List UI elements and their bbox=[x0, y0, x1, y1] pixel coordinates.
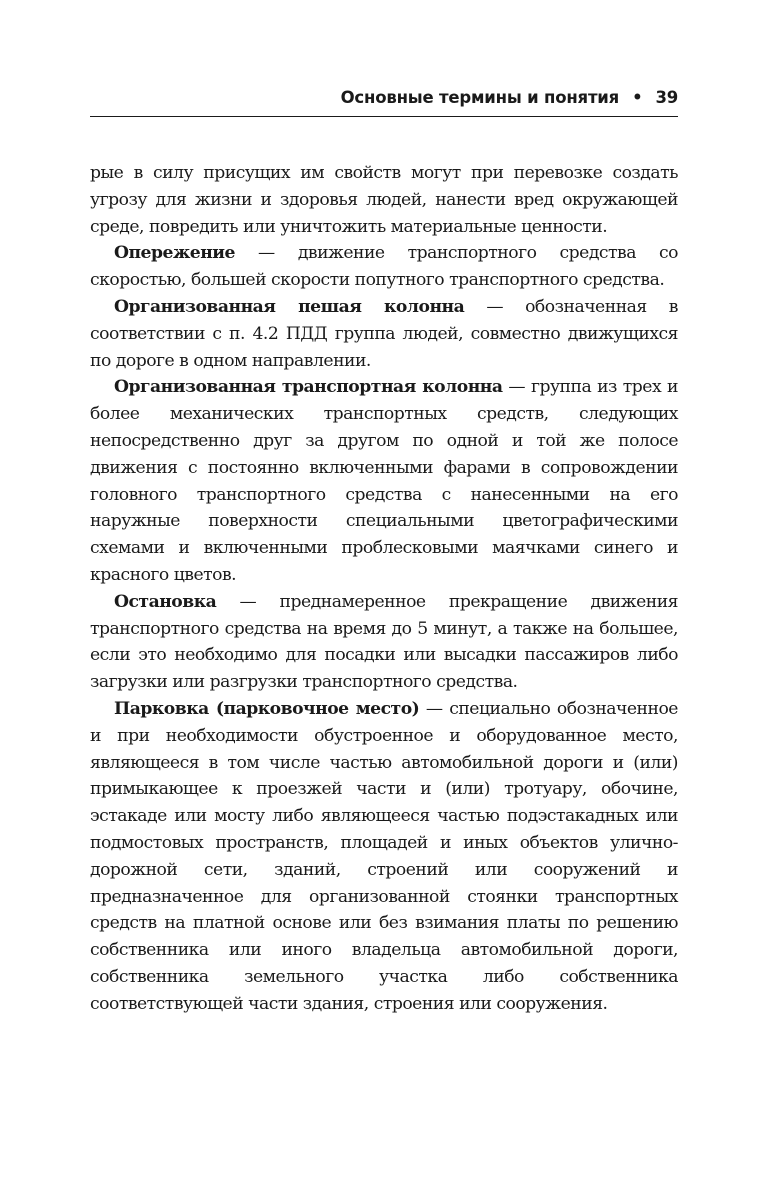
definition-text: движение транспортного средства со скоростью, большей скорости попутного транспортного средства. bbox=[90, 243, 678, 291]
definition-text: группа из трех и более механических транспортных средств, следующих непосредственно друг за другом по одной и той же полосе движения с постоянно включенными фарами в сопровождении головного транспортного средства с нанесенными на его наружные поверхности специальными цветографическими схемами и включенными проблесковыми маячками синего и красного цветов. bbox=[90, 377, 678, 585]
body-text bbox=[90, 160, 678, 1018]
em-dash: — bbox=[216, 591, 280, 612]
paragraph-continuation bbox=[90, 160, 678, 240]
term: Организованная пешая колонна bbox=[114, 296, 465, 317]
definition-paragraph bbox=[90, 589, 678, 696]
definition-paragraph bbox=[90, 294, 678, 374]
em-dash: — bbox=[464, 296, 526, 317]
section-title: Основные термины и понятия bbox=[340, 88, 620, 107]
definition-text: обозначенная в соответствии с п. 4.2 ПДД группа людей, совместно движущихся по дороге в одном направлении. bbox=[90, 296, 678, 371]
definition-text: специально обозначенное и при необходимости обустроенное и оборудованное место, являющееся в том числе частью автомобильной дороги и (или) примыкающее к проезжей части и (или) тротуару, обочине, эстакаде или мосту либо являющееся частью подэстакадных или подмостовых пространств, площадей и иных объектов улично-дорожной сети, зданий, строений или сооружений и предназначенное для организованной стоянки транспортных средств на платной основе или без взимания платы по решению собственника или иного владельца автомобильной дороги, собственника земельного участка либо собственника соответствующей части здания, строения или сооружения. bbox=[90, 698, 678, 1014]
paragraph-text: рые в силу присущих им свойств могут при перевозке создать угрозу для жизни и здоровья людей, нанести вред окружающей среде, повредить или уничтожить материальные ценности. bbox=[90, 163, 678, 237]
em-dash: — bbox=[419, 698, 450, 719]
em-dash: — bbox=[502, 377, 531, 398]
bullet-separator: • bbox=[632, 88, 643, 107]
definition-paragraph bbox=[90, 696, 678, 1018]
em-dash: — bbox=[235, 243, 298, 264]
definition-paragraph bbox=[90, 240, 678, 294]
running-header bbox=[90, 88, 678, 117]
term: Опережение bbox=[114, 243, 235, 264]
definition-text: преднамеренное прекращение движения транспортного средства на время до 5 минут, а также на большее, если это необходимо для посадки или высадки пассажиров либо загрузки или разгрузки транспортного средства. bbox=[90, 591, 678, 693]
term: Остановка bbox=[114, 591, 217, 612]
page-number: 39 bbox=[655, 88, 678, 107]
term: Парковка (парковочное место) bbox=[114, 698, 420, 719]
definition-paragraph bbox=[90, 374, 678, 588]
term: Организованная транспортная колонна bbox=[114, 377, 503, 398]
